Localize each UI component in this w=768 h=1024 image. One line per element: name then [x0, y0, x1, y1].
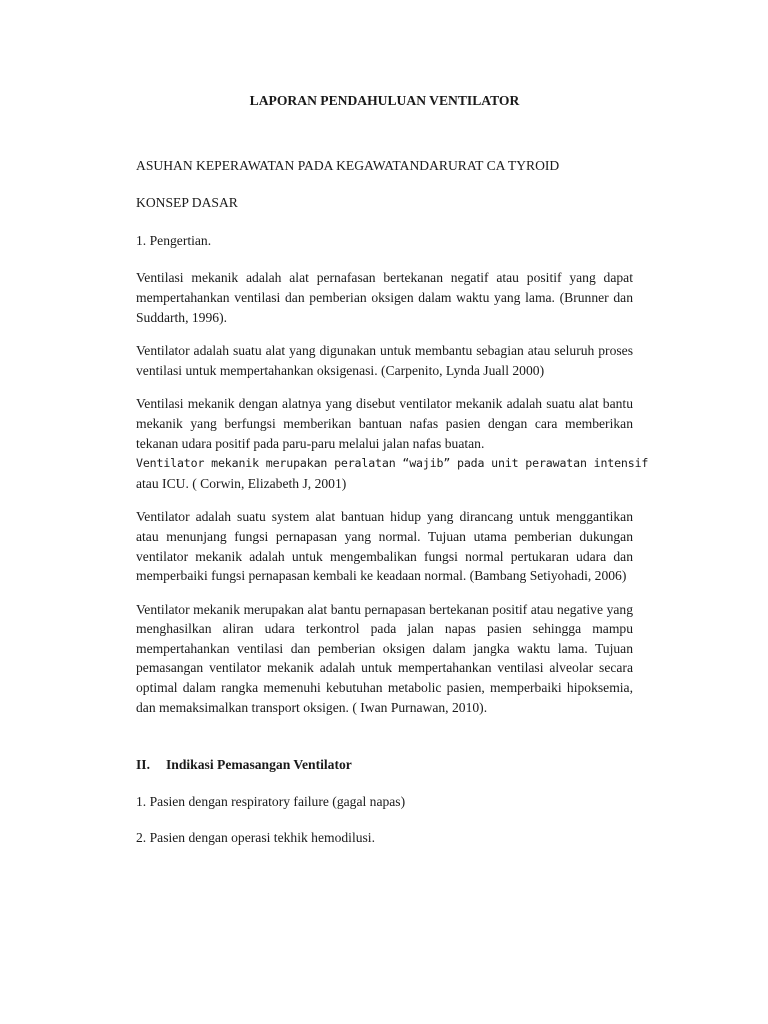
list-item: 2. Pasien dengan operasi tekhik hemodilusi.: [136, 830, 375, 846]
definition-heading: 1. Pengertian.: [136, 232, 212, 248]
document-page: [136, 91, 649, 865]
section-title: Indikasi Pemasangan Ventilator: [166, 757, 352, 773]
paragraph-ventilator-definition: Ventilator adalah suatu alat yang digunakan untuk membantu sebagian atau seluruh proses ventilasi untuk mempertahankan oksigenasi. (Carpenito, Lynda Juall 2000): [136, 343, 633, 378]
section-number: II.: [136, 757, 150, 773]
paragraph-life-support: Ventilator adalah suatu system alat bantuan hidup yang dirancang untuk menggantikan atau menunjang fungsi pernapasan yang normal. Tujuan utama pemberian dukungan ventilator mekanik adalah untuk mengembalikan fungsi normal pertukaran udara dan memperbaiki fungsi pernapasan kembali ke keadaan normal. (Bambang Setiyohadi, 2006): [136, 509, 633, 584]
paragraph-positive-pressure: Ventilator mekanik merupakan alat bantu pernapasan bertekanan positif atau negative yang menghasilkan aliran udara terkontrol pada jalan napas pasien sehingga mampu mempertahankan ventilasi dan pemberian oksigen dalam jangka waktu lama. Tujuan pemasangan ventilator mekanik adalah untuk mempertahankan ventilasi alveolar secara optimal dalam rangka memenuhi kebutuhan metabolic pasien, memperbaiki hipoksemia, dan memaksimalkan transport oksigen. ( Iwan Purnawan, 2010).: [136, 601, 633, 715]
paragraph-mechanical-ventilation: Ventilasi mekanik adalah alat pernafasan bertekanan negatif atau positif yang dapat mempertahankan ventilasi dan pemberian oksigen dalam waktu yang lama. (Brunner dan Suddarth, 1996).: [136, 270, 633, 325]
document-title: LAPORAN PENDAHULUAN VENTILATOR: [249, 93, 520, 108]
paragraph-ventilator-function: [136, 394, 649, 493]
list-item: 1. Pasien dengan respiratory failure (gagal napas): [136, 793, 406, 809]
section-heading-indications: [136, 755, 633, 775]
document-subtitle: ASUHAN KEPERAWATAN PADA KEGAWATANDARURAT CA TYROID: [136, 157, 560, 173]
paragraph-ventilator-function-main: Ventilasi mekanik dengan alatnya yang disebut ventilator mekanik adalah suatu alat bantu mekanik yang berfungsi memberikan bantuan nafas pasien dengan cara memberikan tekanan udara positif pada paru-paru melalui jalan nafas buatan.: [136, 396, 633, 451]
paragraph-ventilator-function-citation: atau ICU. ( Corwin, Elizabeth J, 2001): [136, 475, 347, 491]
concept-heading: KONSEP DASAR: [136, 195, 238, 211]
paragraph-ventilator-function-mono: Ventilator mekanik merupakan peralatan “wajib” pada unit perawatan intensif: [136, 456, 649, 471]
